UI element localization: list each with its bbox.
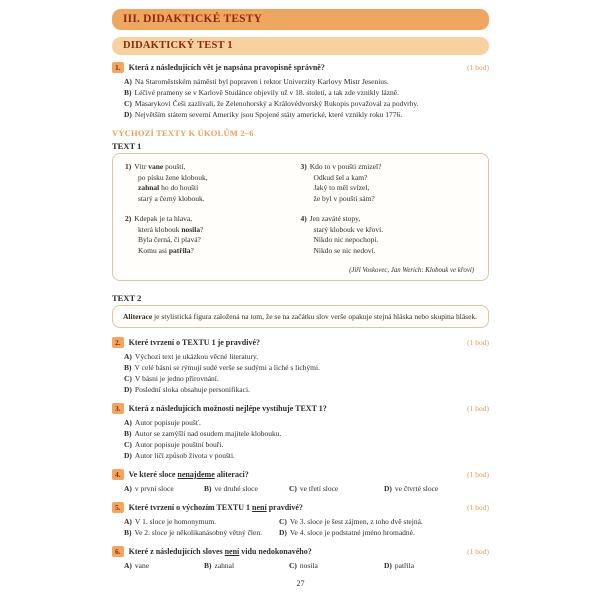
answer-option-b: B) Ve 2. sloce je několikanásobný větný člen. — [124, 528, 262, 537]
definition-box: Aliterace je stylistická figura založená na tom, že se na začátku slov verše opakuje stejná hláska nebo skupina hlásek. — [112, 305, 489, 328]
answer-option-b: B) V celé básni se rýmují sudé verše se sudými a liché s lichými. — [124, 363, 320, 372]
poem-column-left — [125, 162, 301, 276]
answer-option-a: A) Autor popisuje poušť. — [124, 418, 201, 427]
verse-line: starý klobouk ve křoví. — [313, 224, 384, 234]
test-heading: DIDAKTICKÝ TEST 1 — [112, 37, 489, 55]
question-4-number-badge: 4. — [112, 469, 124, 480]
question-3-number-badge: 3. — [112, 403, 124, 414]
question-6-options — [124, 560, 489, 571]
poem-attribution: (Jiří Voskovec, Jan Werich: Klobouk ve křoví) — [349, 267, 474, 274]
question-5-number-badge: 5. — [112, 502, 124, 513]
question-3-header — [112, 403, 489, 415]
verse-line: starý a černý klobouk. — [138, 193, 205, 203]
question-2-number-badge: 2. — [112, 337, 124, 348]
answer-option-b: B) Autor se zamýšlí nad osudem majitele klobouku. — [124, 429, 282, 438]
verse-line: 2) Kdepak je ta hlava, — [125, 214, 193, 223]
question-2-options — [124, 351, 489, 395]
answer-option-a: A) vane — [124, 561, 150, 570]
answer-option-d: D) Ve 4. sloce je podstatné jméno hromadné. — [279, 528, 415, 537]
question-5-header — [112, 502, 489, 514]
answer-option-d: D) patřila — [384, 561, 415, 570]
answer-option-a: A) Na Staroměstském náměstí byl popraven i rektor Univerzity Karlovy Mistr Jesenius. — [124, 77, 389, 86]
answer-option-c: C) ve třetí sloce — [289, 484, 339, 493]
answer-option-d: D) Poslední sloka obsahuje personifikaci. — [124, 385, 250, 394]
answer-option-b: B) zahnal — [204, 561, 235, 570]
question-4-title: Ve které sloce nenajdeme aliteraci? — [128, 470, 249, 479]
answer-option-c: C) Masarykovi Češi zazlívali, že Zelenohorský a Královédvorský Rukopis považoval za podvrhy. — [124, 99, 419, 108]
question-2-header — [112, 337, 489, 349]
poem-columns — [125, 162, 476, 276]
answer-option-c: C) Autor popisuje pouštní bouři. — [124, 440, 224, 449]
question-6-title: Které z následujících sloves není vidu nedokonavého? — [128, 547, 312, 556]
poem-box — [112, 153, 489, 281]
question-5-options — [124, 516, 489, 538]
question-1-options — [124, 76, 489, 120]
question-1-header — [112, 62, 489, 74]
answer-option-d: D) ve čtvrté sloce — [384, 484, 439, 493]
verse-line: 1) Vítr vane pouští, — [125, 162, 186, 171]
verse-line: 4) Jen zaváté stopy, — [300, 214, 361, 223]
question-4-points: (1 bod) — [467, 470, 489, 479]
answer-option-d: D) Autor líčí způsob života v poušti. — [124, 451, 235, 460]
poem-stanza-4 — [301, 214, 477, 256]
question-6-points: (1 bod) — [467, 547, 489, 556]
verse-line: Komu asi patřila? — [138, 245, 194, 255]
question-3-title: Která z následujících možností nejlépe vystihuje TEXT 1? — [128, 404, 327, 413]
source-texts-heading: VÝCHOZÍ TEXTY K ÚKOLŮM 2–6 — [112, 128, 254, 138]
text2-label: TEXT 2 — [112, 293, 142, 303]
question-4-options — [124, 483, 489, 494]
answer-option-b: B) ve druhé sloce — [204, 484, 258, 493]
poem-stanza-1 — [125, 162, 301, 204]
question-1-points: (1 bod) — [467, 63, 489, 72]
poem-stanza-2 — [125, 214, 301, 256]
question-6-header — [112, 546, 489, 558]
verse-line: Nikdo nic nepochopí. — [313, 235, 379, 244]
answer-option-a: A) Výchozí text je ukázkou věcné literatury. — [124, 352, 259, 361]
answer-option-c: C) Ve 3. sloce je šest zájmen, z toho dvě stejná. — [279, 517, 423, 526]
question-1-title: Která z následujících vět je napsána pravopisně správně? — [128, 63, 325, 72]
question-2-points: (1 bod) — [467, 338, 489, 347]
question-4 — [112, 469, 489, 494]
verse-line: že byl v poušti sám? — [313, 193, 375, 203]
page-content — [112, 9, 489, 588]
question-6 — [112, 546, 489, 571]
answer-option-a: A) v první sloce — [124, 484, 174, 493]
answer-option-c: C) nosila — [289, 561, 318, 570]
answer-option-d: D) Největším státem severní Ameriky jsou Spojené státy americké, které vznikly roku 1776. — [124, 110, 403, 119]
page-number: 27 — [296, 579, 305, 588]
verse-line: 3) Kdo to v poušti zmizel? — [300, 162, 382, 171]
verse-line: zahnal ho do houští — [138, 183, 199, 192]
verse-line: která klobouk nosila? — [138, 224, 204, 234]
question-1-number-badge: 1. — [112, 62, 124, 73]
question-5 — [112, 502, 489, 538]
poem-stanza-3 — [301, 162, 477, 204]
verse-line: Odkud šel a kam? — [313, 172, 368, 182]
answer-option-c: C) V básni je jedno přirovnání. — [124, 374, 219, 383]
answer-option-b: B) Léčivé prameny se v Karlově Studánce objevily už v 18. století, a tak zde vznikly lázně. — [124, 88, 399, 97]
question-2-title: Které tvrzení o TEXTU 1 je pravdivé? — [128, 338, 261, 347]
question-6-number-badge: 6. — [112, 546, 124, 557]
verse-line: Jaký to měl svízel, — [313, 183, 370, 192]
text1-label: TEXT 1 — [112, 141, 142, 151]
question-5-title: Které tvrzení o výchozím TEXTU 1 není pravdivé? — [128, 503, 303, 512]
question-3-points: (1 bod) — [467, 404, 489, 413]
answer-option-a: A) V 1. sloce je homonymum. — [124, 517, 217, 526]
question-3 — [112, 403, 489, 461]
verse-line: Byla černá, či plavá? — [138, 235, 201, 244]
question-2 — [112, 337, 489, 395]
verse-line: po písku žene klobouk, — [138, 172, 208, 182]
question-5-points: (1 bod) — [467, 503, 489, 512]
chapter-heading: III. DIDAKTICKÉ TESTY — [112, 9, 489, 30]
verse-line: Nikdo se nic nedoví. — [313, 245, 376, 255]
question-4-header — [112, 469, 489, 481]
question-3-options — [124, 417, 489, 461]
question-1 — [112, 62, 489, 120]
poem-column-right — [301, 162, 477, 276]
